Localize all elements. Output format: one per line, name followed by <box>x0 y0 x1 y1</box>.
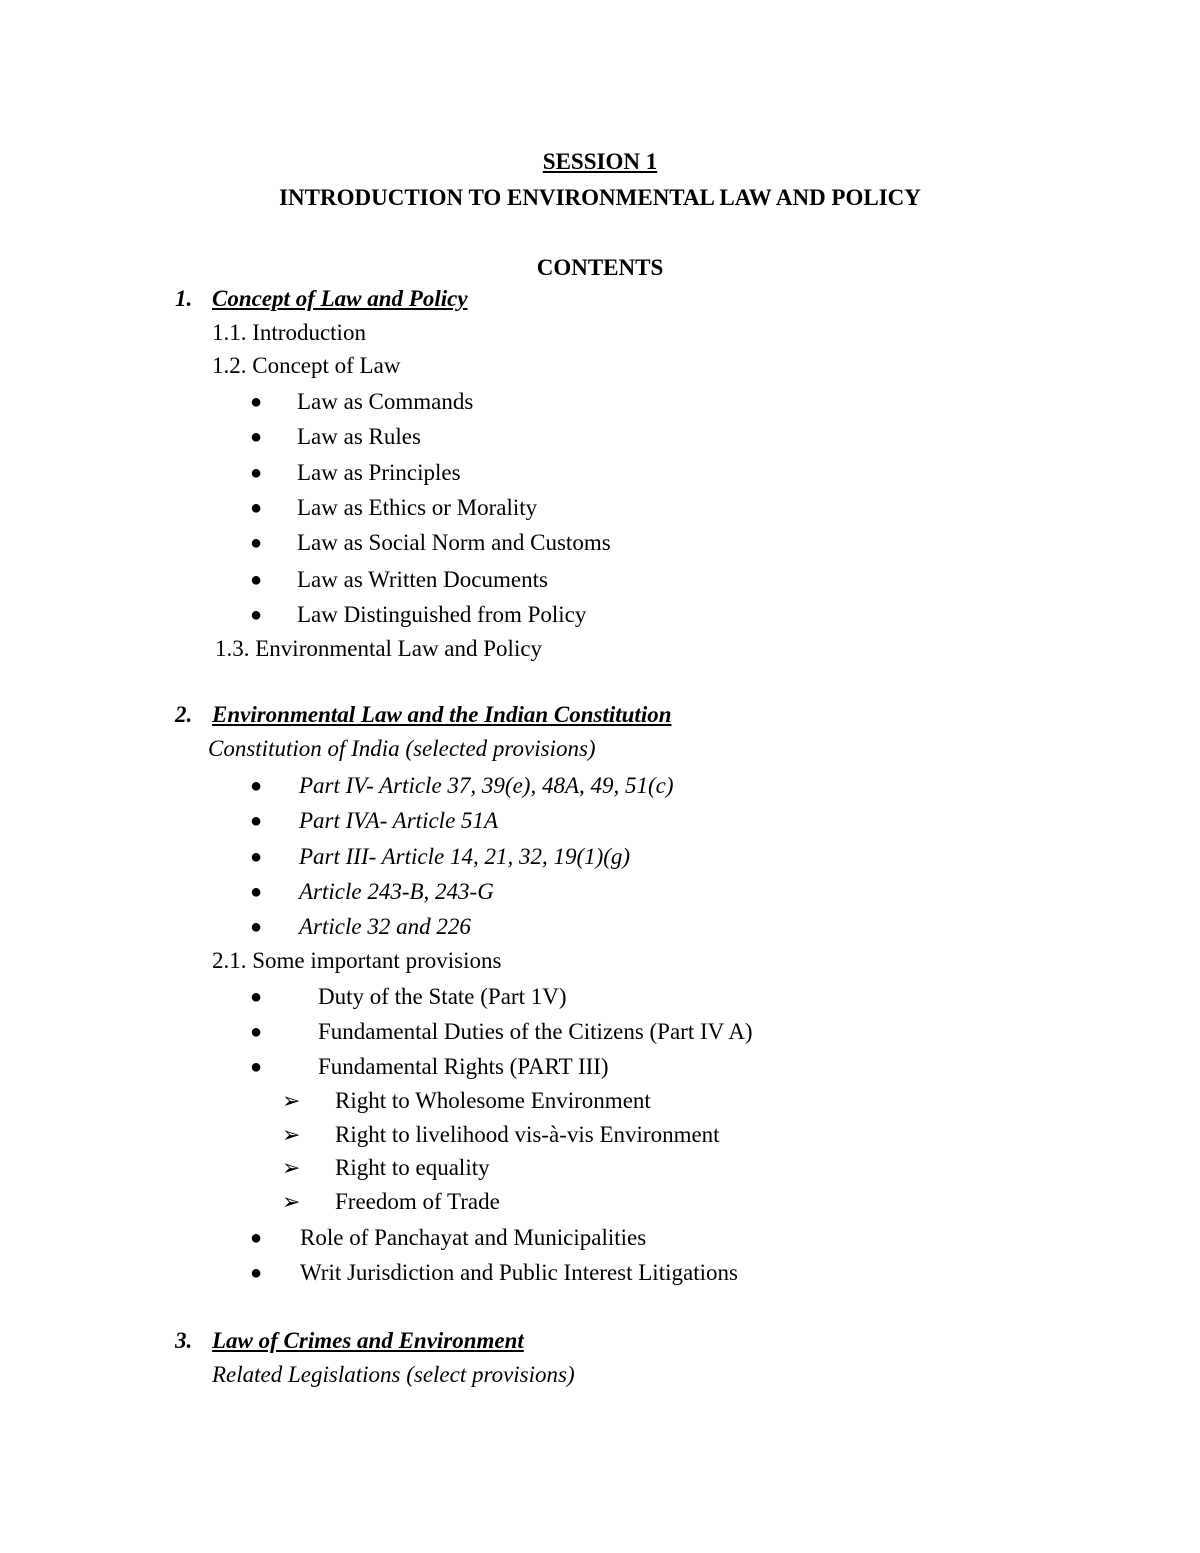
list-item: Part IV- Article 37, 39(e), 48A, 49, 51(c) <box>299 773 674 798</box>
bullet-icon: ● <box>250 846 263 868</box>
list-item: Article 243-B, 243-G <box>299 879 494 904</box>
arrow-bullet-icon: ➢ <box>282 1155 301 1180</box>
document-title: INTRODUCTION TO ENVIRONMENTAL LAW AND POLICY <box>279 185 921 210</box>
bullet-icon: ● <box>250 604 263 626</box>
section-1-number: 1. <box>175 286 193 311</box>
section-2-heading: Environmental Law and the Indian Constitution <box>212 702 672 727</box>
bullet-icon: ● <box>250 569 263 591</box>
bullet-icon: ● <box>250 497 263 519</box>
bullet-icon: ● <box>250 1262 263 1284</box>
list-item: Fundamental Duties of the Citizens (Part IV A) <box>318 1019 753 1044</box>
arrow-bullet-icon: ➢ <box>282 1122 301 1147</box>
list-item: Right to equality <box>335 1155 490 1180</box>
list-item: Article 32 and 226 <box>299 914 471 939</box>
list-item: Part III- Article 14, 21, 32, 19(1)(g) <box>299 844 631 869</box>
section-2-number: 2. <box>175 702 193 727</box>
bullet-icon: ● <box>250 986 263 1008</box>
subsection-1-2: 1.2. Concept of Law <box>212 353 401 378</box>
list-item: Law as Ethics or Morality <box>297 495 538 520</box>
section-3-subheading: Related Legislations (select provisions) <box>212 1362 575 1387</box>
section-1-heading: Concept of Law and Policy <box>212 286 468 311</box>
list-item: Fundamental Rights (PART III) <box>318 1054 609 1079</box>
bullet-icon: ● <box>250 775 263 797</box>
list-item: Right to livelihood vis-à-vis Environment <box>335 1122 720 1147</box>
list-item: Writ Jurisdiction and Public Interest Litigations <box>300 1260 738 1285</box>
list-item: Role of Panchayat and Municipalities <box>300 1225 647 1250</box>
list-item: Part IVA- Article 51A <box>299 808 499 833</box>
bullet-icon: ● <box>250 916 263 938</box>
list-item: Law as Written Documents <box>297 567 548 592</box>
bullet-icon: ● <box>250 1056 263 1078</box>
subsection-1-1: 1.1. Introduction <box>212 320 366 345</box>
list-item: Law as Commands <box>297 389 474 414</box>
bullet-icon: ● <box>250 1021 263 1043</box>
session-title: SESSION 1 <box>542 149 658 174</box>
list-item: Freedom of Trade <box>335 1189 500 1214</box>
bullet-icon: ● <box>250 810 263 832</box>
bullet-icon: ● <box>250 881 263 903</box>
bullet-icon: ● <box>250 462 263 484</box>
section-2-subheading: Constitution of India (selected provisions) <box>208 736 596 761</box>
bullet-icon: ● <box>250 391 263 413</box>
contents-heading: CONTENTS <box>536 255 664 280</box>
list-item: Law as Principles <box>297 460 461 485</box>
bullet-icon: ● <box>250 1227 263 1249</box>
list-item: Right to Wholesome Environment <box>335 1088 651 1113</box>
section-3-heading: Law of Crimes and Environment <box>212 1328 524 1353</box>
list-item: Duty of the State (Part 1V) <box>318 984 567 1009</box>
subsection-1-3: 1.3. Environmental Law and Policy <box>215 636 543 661</box>
bullet-icon: ● <box>250 426 263 448</box>
list-item: Law as Social Norm and Customs <box>297 530 611 555</box>
list-item: Law as Rules <box>297 424 421 449</box>
arrow-bullet-icon: ➢ <box>282 1189 301 1214</box>
arrow-bullet-icon: ➢ <box>282 1088 301 1113</box>
section-3-number: 3. <box>175 1328 193 1353</box>
subsection-2-1: 2.1. Some important provisions <box>212 948 502 973</box>
bullet-icon: ● <box>250 532 263 554</box>
list-item: Law Distinguished from Policy <box>297 602 587 627</box>
